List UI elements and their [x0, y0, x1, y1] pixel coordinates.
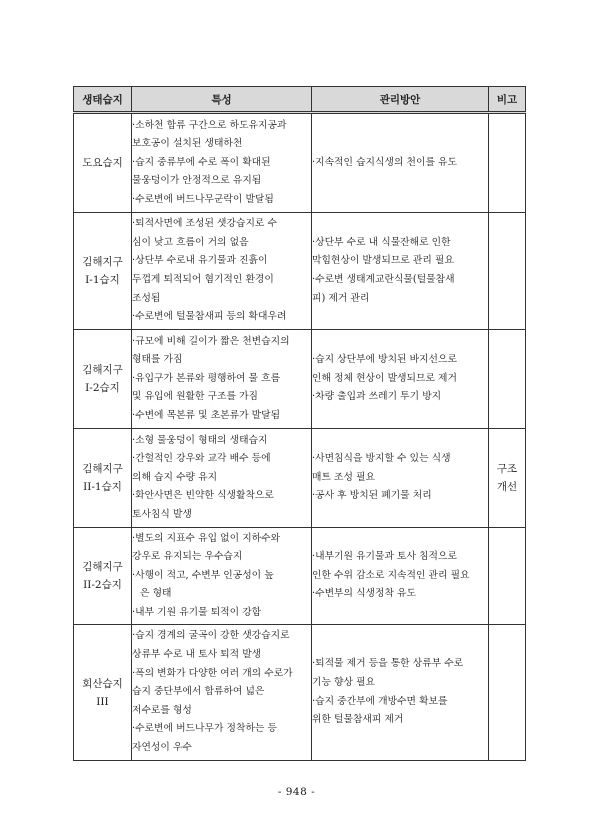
- feature-line: ·수로변에 버드나무가 정착하는 등: [132, 723, 277, 735]
- management-line: ·습지 상단부에 방치된 바지선으로: [312, 354, 457, 366]
- site-line: 김해지구: [82, 561, 123, 573]
- header-note: 비고: [489, 87, 526, 113]
- table-row: [74, 429, 526, 528]
- feature-line: 은 형태: [140, 588, 172, 600]
- feature-line: 저수로를 형성: [132, 704, 192, 716]
- management-line: ·수로변 생태계교란식물(털물참새: [312, 274, 455, 285]
- management-line: ·습지 중간부에 개방수면 확보를: [312, 695, 448, 707]
- table-row: [74, 330, 526, 429]
- management-line: ·지속적인 습지식생의 천이를 유도: [312, 156, 457, 168]
- site-line: II-2습지: [83, 579, 122, 591]
- management-line: 인해 정체 현상이 발생되므로 제거: [312, 372, 457, 384]
- site-line: 김해지구: [82, 256, 123, 268]
- site-cell: [74, 113, 132, 213]
- site-cell: [74, 429, 132, 528]
- note-cell: [489, 213, 526, 330]
- features-cell: [132, 213, 312, 330]
- feature-line: ·습지 경계의 굴곡이 강한 샛강습지로: [132, 630, 290, 642]
- management-line: ·차량 출입과 쓰레기 투기 방지: [312, 391, 442, 403]
- table-header-row: [74, 87, 526, 113]
- feature-line: 두껍게 퇴적되어 혐기적인 환경이: [132, 274, 274, 285]
- feature-line: ·사행이 적고, 수변부 인공성이 높: [132, 569, 274, 581]
- feature-line: ·유입구가 본류와 평행하여 물 흐름: [132, 372, 281, 384]
- management-cell: [312, 330, 489, 429]
- management-line: ·내부기원 유기물과 토사 침적으로: [312, 551, 457, 563]
- note-cell: [489, 528, 526, 625]
- feature-line: ·수로변에 버드나무군락이 발달됨: [132, 193, 274, 205]
- feature-line: ·퇴적사면에 조성된 샛강습지로 수: [132, 218, 277, 230]
- management-line: 기능 향상 필요: [312, 676, 376, 688]
- header-management: 관리방안: [312, 87, 489, 113]
- management-line: 막힘현상이 발생되므로 관리 필요: [312, 255, 454, 267]
- management-line: ·공사 후 방치된 폐기물 처리: [312, 490, 432, 502]
- site-line: 회산습지: [82, 677, 123, 690]
- features-cell: [132, 429, 312, 528]
- header-site: 생태습지: [74, 87, 132, 113]
- features-cell: [132, 528, 312, 625]
- features-cell: [132, 113, 312, 213]
- site-cell: [74, 330, 132, 429]
- site-cell: [74, 213, 132, 330]
- table-row: [74, 213, 526, 330]
- header-features: 특성: [132, 87, 312, 113]
- table-row: [74, 625, 526, 761]
- note-cell: [489, 113, 526, 213]
- management-cell: [312, 113, 489, 213]
- management-cell: [312, 429, 489, 528]
- management-cell: [312, 213, 489, 330]
- management-line: 피) 제거 관리: [312, 292, 370, 304]
- feature-line: ·별도의 지표수 유입 없이 지하수와: [132, 532, 281, 544]
- management-line: ·사면침식을 방지할 수 있는 식생: [312, 453, 451, 465]
- feature-line: ·내부 기원 유기물 퇴적이 강함: [132, 606, 262, 618]
- table-row: [74, 113, 526, 213]
- feature-line: 자연성이 우수: [132, 741, 192, 753]
- site-line: 도요습지: [82, 157, 123, 169]
- feature-line: ·소형 물웅덩이 형태의 생태습지: [132, 434, 268, 446]
- management-cell: [312, 625, 489, 761]
- feature-line: 토사침식 발생: [132, 508, 192, 520]
- management-line: ·상단부 수로 내 식물잔해로 인한: [312, 236, 451, 248]
- site-cell: [74, 625, 132, 761]
- page-number: - 948 -: [277, 786, 316, 798]
- feature-line: 조성됨: [132, 292, 161, 304]
- feature-line: ·수변에 목본류 및 초본류가 발달됨: [132, 409, 281, 421]
- feature-line: ·습지 중류부에 수로 폭이 확대된: [132, 156, 271, 168]
- feature-line: 물웅덩이가 안정적으로 유지됨: [132, 175, 262, 187]
- feature-line: ·화안사면은 빈약한 식생활착으로: [132, 490, 274, 502]
- management-line: 위한 털물참새피 제거: [312, 714, 404, 726]
- feature-line: ·소하천 합류 구간으로 하도유지공과: [132, 119, 287, 131]
- features-cell: [132, 625, 312, 761]
- feature-line: ·수로변에 털물참새피 등의 확대우려: [132, 311, 287, 323]
- site-line: II-1습지: [83, 481, 122, 493]
- features-cell: [132, 330, 312, 429]
- feature-line: 습지 중단부에서 합류하여 넓은: [132, 686, 265, 698]
- feature-line: 심이 낮고 흐름이 거의 없음: [132, 236, 249, 248]
- feature-line: 및 유입에 원활한 구조를 가짐: [132, 391, 259, 403]
- feature-line: ·폭의 변화가 다양한 여러 개의 수로가: [132, 667, 293, 679]
- management-line: ·수변부의 식생정착 유도: [312, 588, 416, 600]
- management-line: ·퇴적물 제거 등을 통한 상류부 수로: [312, 658, 464, 670]
- feature-line: ·규모에 비해 길이가 짧은 천변습지의: [132, 335, 290, 347]
- note-line: 구조: [496, 463, 518, 475]
- site-line: I-1습지: [85, 274, 120, 286]
- feature-line: 상류부 수로 내 토사 퇴적 발생: [132, 649, 262, 661]
- feature-line: ·간헐적인 강우와 교각 배수 등에: [132, 453, 271, 465]
- site-cell: [74, 528, 132, 625]
- site-line: 김해지구: [82, 463, 123, 475]
- management-line: 매트 조성 필요: [312, 471, 376, 483]
- feature-line: ·상단부 수로내 유기물과 진흙이: [132, 255, 268, 267]
- note-cell: [489, 330, 526, 429]
- wetland-management-table: [73, 86, 526, 761]
- note-line: 개선: [496, 481, 518, 493]
- feature-line: 형태를 가짐: [132, 354, 183, 366]
- site-line: I-2습지: [85, 382, 120, 394]
- note-cell: [489, 429, 526, 528]
- note-cell: [489, 625, 526, 761]
- feature-line: 보호공이 설치된 생태하천: [132, 138, 243, 150]
- management-cell: [312, 528, 489, 625]
- site-line: III: [96, 695, 109, 708]
- table-row: [74, 528, 526, 625]
- management-line: 인한 수위 감소로 지속적인 관리 필요: [312, 569, 470, 581]
- feature-line: 강우로 유지되는 우수습지: [132, 551, 243, 563]
- site-line: 김해지구: [82, 364, 123, 376]
- feature-line: 의해 습지 수량 유지: [132, 471, 218, 483]
